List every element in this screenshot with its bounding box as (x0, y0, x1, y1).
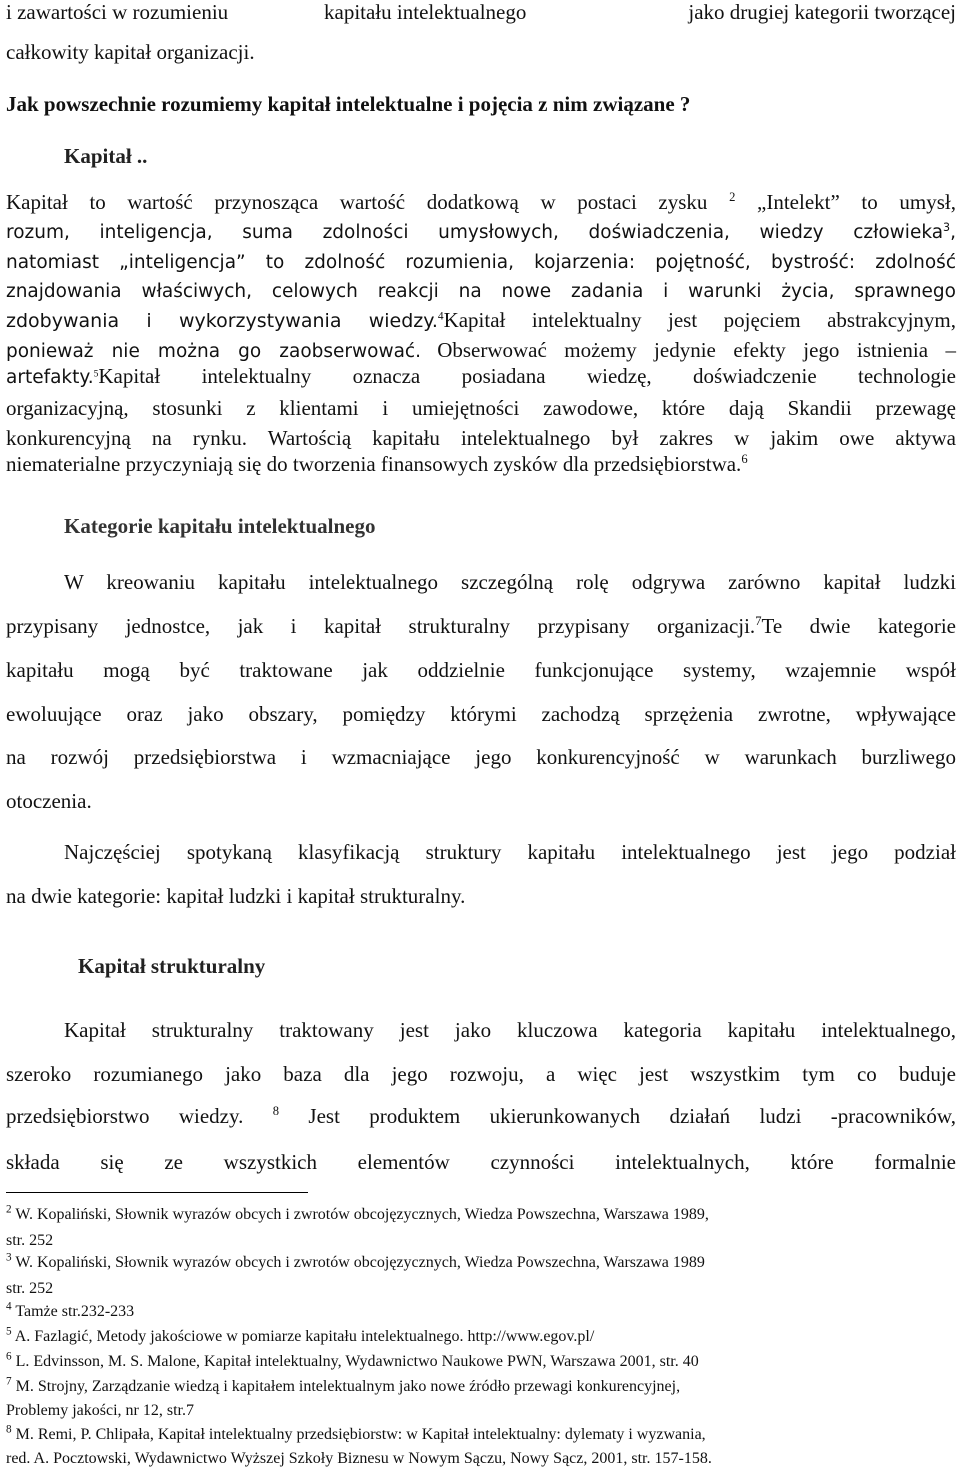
intro-line-2: całkowity kapitał organizacji. (6, 40, 255, 64)
def-text: Kapitał intelektualny oznacza posiadana wiedzę, doświadczenie technologie (98, 364, 956, 388)
footnote-2 (6, 1203, 709, 1224)
s2-text: Jest produktem ukierunkowanych działań ludzi -pracowników, (279, 1104, 956, 1128)
def-text: rozum, inteligencja, suma zdolności umysłowych, doświadczenia, wiedzy człowieka (6, 222, 944, 243)
s1-p1-line-2 (6, 614, 956, 639)
def-text: niematerialne przyczyniają się do tworzenia finansowych zysków dla przedsiębiorstwa. (6, 452, 742, 476)
footnote-text: L. Edvinsson, M. S. Malone, Kapitał intelektualny, Wydawnictwo Naukowe PWN, Warszawa 2001, str. 40 (15, 1353, 699, 1370)
s1-p2-line-2: na dwie kategorie: kapitał ludzki i kapitał strukturalny. (6, 884, 466, 908)
s1-text: przypisany jednostce, jak i kapitał strukturalny przypisany organizacji. (6, 614, 756, 638)
def-text: „Intelekt” to umysł, (735, 190, 956, 214)
s2-line-3 (6, 1104, 956, 1129)
definition-line-9: konkurencyjną na rynku. Wartością kapitału intelektualnego był zakres w jakim owe aktywa (6, 426, 956, 450)
footnote-3 (6, 1251, 705, 1272)
definition-line-6: ponieważ nie można go zaobserwować. Obserwować możemy jedynie efekty jego istnienia – (6, 338, 956, 362)
footnote-4 (6, 1300, 135, 1321)
intro-text-b: kapitału intelektualnego (324, 0, 527, 24)
footnote-text: M. Remi, P. Chlipała, Kapitał intelektualny przedsiębiorstw: w Kapitał intelektualny: dylematy i wyzwania, (15, 1426, 706, 1443)
footnote-8 (6, 1423, 706, 1444)
footnote-7-cont: Problemy jakości, nr 12, str.7 (6, 1402, 194, 1419)
s1-p1-line-6: otoczenia. (6, 789, 92, 813)
s1-p1-line-4: ewoluujące oraz jako obszary, pomiędzy którymi zachodzą sprzężenia zwrotne, wpływające (6, 702, 956, 726)
s2-text: przedsiębiorstwo wiedzy. (6, 1104, 244, 1128)
s2-line-1: Kapitał strukturalny traktowany jest jako kluczowa kategoria kapitału intelektualnego, (64, 1018, 956, 1042)
footnote-ref: 7 (755, 614, 762, 628)
footnote-ref: 6 (741, 452, 748, 466)
s2-line-4: składa się ze wszystkich elementów czynności intelektualnych, które formalnie (6, 1150, 956, 1174)
footnote-text: W. Kopaliński, Słownik wyrazów obcych i zwrotów obcojęzycznych, Wiedza Powszechna, Warszawa 1989 (15, 1254, 705, 1271)
footnote-text: Tamże str.232-233 (15, 1303, 135, 1320)
section-heading-strukturalny: Kapitał strukturalny (78, 954, 266, 978)
s2-line-2: szeroko rozumianego jako baza dla jego rozwoju, a więc jest wszystkim tym co buduje (6, 1062, 956, 1086)
footnote-number: 5 (6, 1325, 12, 1338)
footnote-ref: 2 (729, 190, 736, 204)
s1-p1-line-3: kapitału mogą być traktowane jak oddzielnie funkcjonujące systemy, wzajemnie współ (6, 658, 956, 682)
footnote-number: 2 (6, 1203, 12, 1216)
footnote-number: 7 (6, 1375, 12, 1388)
intro-text-a: i zawartości w rozumieniu (6, 0, 229, 24)
footnote-8-cont: red. A. Pocztowski, Wydawnictwo Wyższej Szkoły Biznesu w Nowym Sączu, Nowy Sącz, 2001, str. 157-158. (6, 1450, 712, 1467)
footnote-ref: 4 (437, 310, 444, 323)
def-text: artefakty. (6, 367, 94, 388)
footnote-3-cont: str. 252 (6, 1280, 54, 1297)
s1-text: Te dwie kategorie (761, 614, 956, 638)
definition-line-5 (6, 308, 956, 333)
def-text: zdobywania i wykorzystywania wiedzy. (6, 310, 438, 332)
s1-p2-line-1: Najczęściej spotykaną klasyfikacją struktury kapitału intelektualnego jest jego podział (64, 840, 956, 864)
footnote-ref: 3 (943, 220, 951, 234)
footnote-6 (6, 1350, 699, 1371)
intro-text-c: jako drugiej kategorii tworzącej (688, 0, 956, 24)
question-heading: Jak powszechnie rozumiemy kapitał intelektualne i pojęcia z nim związane ? (6, 92, 691, 116)
definition-line-4: znajdowania właściwych, celowych reakcji na nowe zadania i warunki życia, sprawnego (6, 281, 956, 302)
footnote-number: 3 (6, 1251, 12, 1264)
definition-line-7 (6, 364, 956, 389)
footnote-ref: 8 (272, 1104, 280, 1118)
def-text: , (950, 222, 956, 243)
section-heading-kategorie: Kategorie kapitału intelektualnego (64, 514, 376, 538)
footnote-number: 6 (6, 1350, 12, 1363)
def-text: Kapitał intelektualny jest pojęciem abstrakcyjnym, (443, 308, 956, 332)
definition-line-2 (6, 222, 956, 243)
definition-line-10 (6, 452, 956, 477)
footnote-text: A. Fazlagić, Metody jakościowe w pomiarze kapitału intelektualnego. http://www.egov.pl/ (14, 1328, 595, 1345)
definition-line-1 (6, 190, 956, 215)
s1-p1-line-5: na rozwój przedsiębiorstwa i wzmacniające jego konkurencyjność w warunkach burzliwego (6, 745, 956, 769)
footnote-5 (6, 1325, 595, 1346)
footnote-text: M. Strojny, Zarządzanie wiedzą i kapitałem intelektualnym jako nowe źródło przewagi konkurencyjnej, (15, 1378, 681, 1395)
definition-line-3: natomiast „inteligencja” to zdolność rozumienia, kojarzenia: pojętność, bystrość: zdolność (6, 252, 956, 273)
footnote-number: 8 (6, 1423, 12, 1436)
footnote-text: W. Kopaliński, Słownik wyrazów obcych i zwrotów obcojęzycznych, Wiedza Powszechna, Warszawa 1989, (15, 1206, 709, 1223)
def-text: Kapitał to wartość przynosząca wartość dodatkową w postaci zysku (6, 190, 708, 214)
s1-p1-line-1: W kreowaniu kapitału intelektualnego szczególną rolę odgrywa zarówno kapitał ludzki (64, 570, 956, 594)
kapital-heading: Kapitał .. (64, 144, 148, 168)
footnote-7 (6, 1375, 681, 1396)
intro-line-1 (6, 0, 956, 26)
footnote-divider (6, 1192, 308, 1193)
footnote-ref: 5 (93, 368, 99, 380)
footnote-number: 4 (6, 1300, 12, 1313)
definition-line-8: organizacyjną, stosunki z klientami i umiejętności zawodowe, które dają Skandii przewagę (6, 396, 956, 420)
footnote-2-cont: str. 252 (6, 1232, 54, 1249)
